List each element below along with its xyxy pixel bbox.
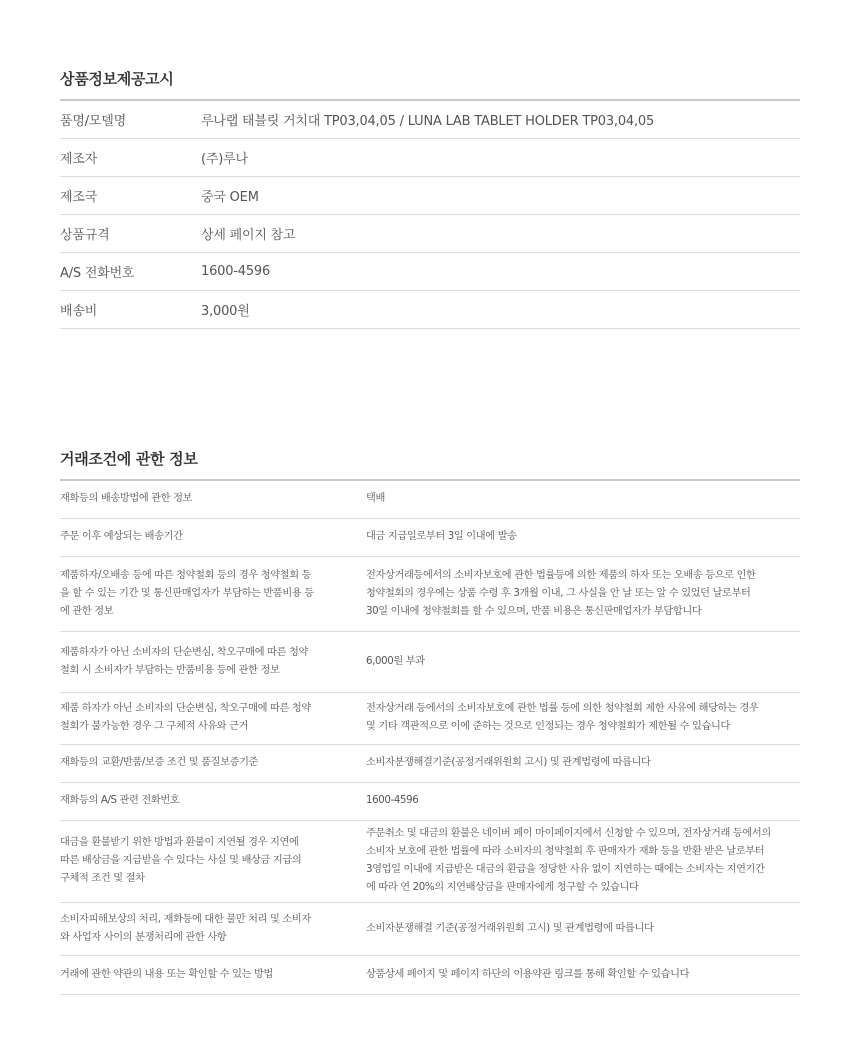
table-row	[60, 518, 800, 556]
table-row	[60, 176, 800, 214]
table-row	[60, 214, 800, 252]
table-row	[60, 782, 800, 820]
row-label: 제조국	[60, 176, 201, 214]
row-label: A/S 전화번호	[60, 252, 201, 290]
table-row	[60, 692, 800, 744]
row-label: 배송비	[60, 290, 201, 328]
row-value: 루나랩 태블릿 거치대 TP03,04,05 / LUNA LAB TABLET HOLDER TP03,04,05	[201, 100, 800, 138]
row-label: 소비자피해보상의 처리, 재화등에 대한 불만 처리 및 소비자 와 사업자 사이의 분쟁처리에 관한 사항	[60, 913, 311, 943]
row-label: 대금을 환불받기 위한 방법과 환불이 지연될 경우 지연에 따른 배상금을 지급받을 수 있다는 사실 및 배상금 지급의 구체적 조건 및 절차	[60, 837, 302, 884]
row-label: 재화등의 교환/반품/보증 조건 및 품질보증기준	[60, 757, 259, 768]
row-value: 1600-4596	[366, 795, 419, 806]
row-value: 대금 지급일로부터 3일 이내에 발송	[366, 531, 517, 542]
row-value: 택배	[366, 493, 385, 505]
row-label: 제품 하자가 아닌 소비자의 단순변심, 착오구매에 따른 청약 철회가 불가능한 경우 그 구체적 사유와 근거	[60, 703, 311, 732]
table-row	[60, 252, 800, 290]
row-label: 재화등의 배송방법에 관한 정보	[60, 493, 193, 505]
table-row	[60, 820, 800, 902]
product-info-title: 상품정보제공고시	[60, 70, 174, 88]
row-value: 중국 OEM	[201, 176, 800, 214]
table-row	[60, 556, 800, 631]
table-row	[60, 290, 800, 328]
trade-info-table	[60, 479, 800, 995]
table-row	[60, 100, 800, 138]
row-value: 전자상거래 등에서의 소비자보호에 관한 법률 등에 의한 청약철회 제한 사유에 해당하는 경우 및 기타 객관적으로 이에 준하는 것으로 인정되는 경우 청약철회가 제한될 수 있습니다	[366, 703, 759, 732]
row-label: 재화등의 A/S 관련 전화번호	[60, 795, 180, 806]
row-label: 제조자	[60, 138, 201, 176]
row-value: 상품상세 페이지 및 페이지 하단의 이용약관 링크를 통해 확인할 수 있습니다	[366, 968, 690, 980]
row-value: 1600-4596	[201, 252, 800, 290]
product-info-table	[60, 99, 800, 329]
row-value: 주문취소 및 대금의 환불은 네이버 페이 마이페이지에서 신청할 수 있으며, 전자상거래 등에서의 소비자 보호에 관한 법률에 따라 소비자의 청약철회 후 판매자가 재화 등을 반환 받은 날로부터 3영업일 이내에 지급받은 대금의 환급을 정당한 사유 없이 지연하는 때에는 소비자는 지연기간 에 따라 연 20%의 지연배상금을 판매자에게 청구할 수 있습니다	[366, 828, 771, 893]
table-row	[60, 955, 800, 994]
row-label: 제품하자/오배송 등에 따른 청약철회 등의 경우 청약철회 등 을 할 수 있는 기간 및 통신판매업자가 부담하는 반품비용 등 에 관한 정보	[60, 569, 314, 617]
row-value: 전자상거래등에서의 소비자보호에 관한 법률등에 의한 제품의 하자 또는 오배송 등으로 인한 청약철회의 경우에는 상품 수령 후 3개월 이내, 그 사실을 안 날 또는 알 수 있었던 날로부터 30일 이내에 청약철회를 할 수 있으며, 반품 비용은 통신판매업자가 부담합니다	[366, 569, 756, 617]
table-row	[60, 138, 800, 176]
table-row	[60, 480, 800, 518]
row-label: 상품규격	[60, 214, 201, 252]
row-label: 거래에 관한 약관의 내용 또는 확인할 수 있는 방법	[60, 968, 273, 980]
row-value: 3,000원	[201, 290, 800, 328]
row-label: 품명/모델명	[60, 100, 201, 138]
row-label: 제품하자가 아닌 소비자의 단순변심, 착오구매에 따른 청약 철회 시 소비자가 부담하는 반품비용 등에 관한 정보	[60, 646, 309, 676]
row-value: 6,000원 부과	[366, 655, 425, 667]
row-value: 소비자분쟁해결기준(공정거래위원회 고시) 및 관계법령에 따릅니다	[366, 757, 651, 768]
row-value: 소비자분쟁해결 기준(공정거래위원회 고시) 및 관계법령에 따릅니다	[366, 922, 654, 934]
table-row	[60, 631, 800, 692]
row-value: 상세 페이지 참고	[201, 214, 800, 252]
trade-info-title: 거래조건에 관한 정보	[60, 450, 198, 468]
table-row	[60, 744, 800, 782]
table-row	[60, 902, 800, 955]
row-value: (주)루나	[201, 138, 800, 176]
row-label: 주문 이후 예상되는 배송기간	[60, 531, 183, 542]
